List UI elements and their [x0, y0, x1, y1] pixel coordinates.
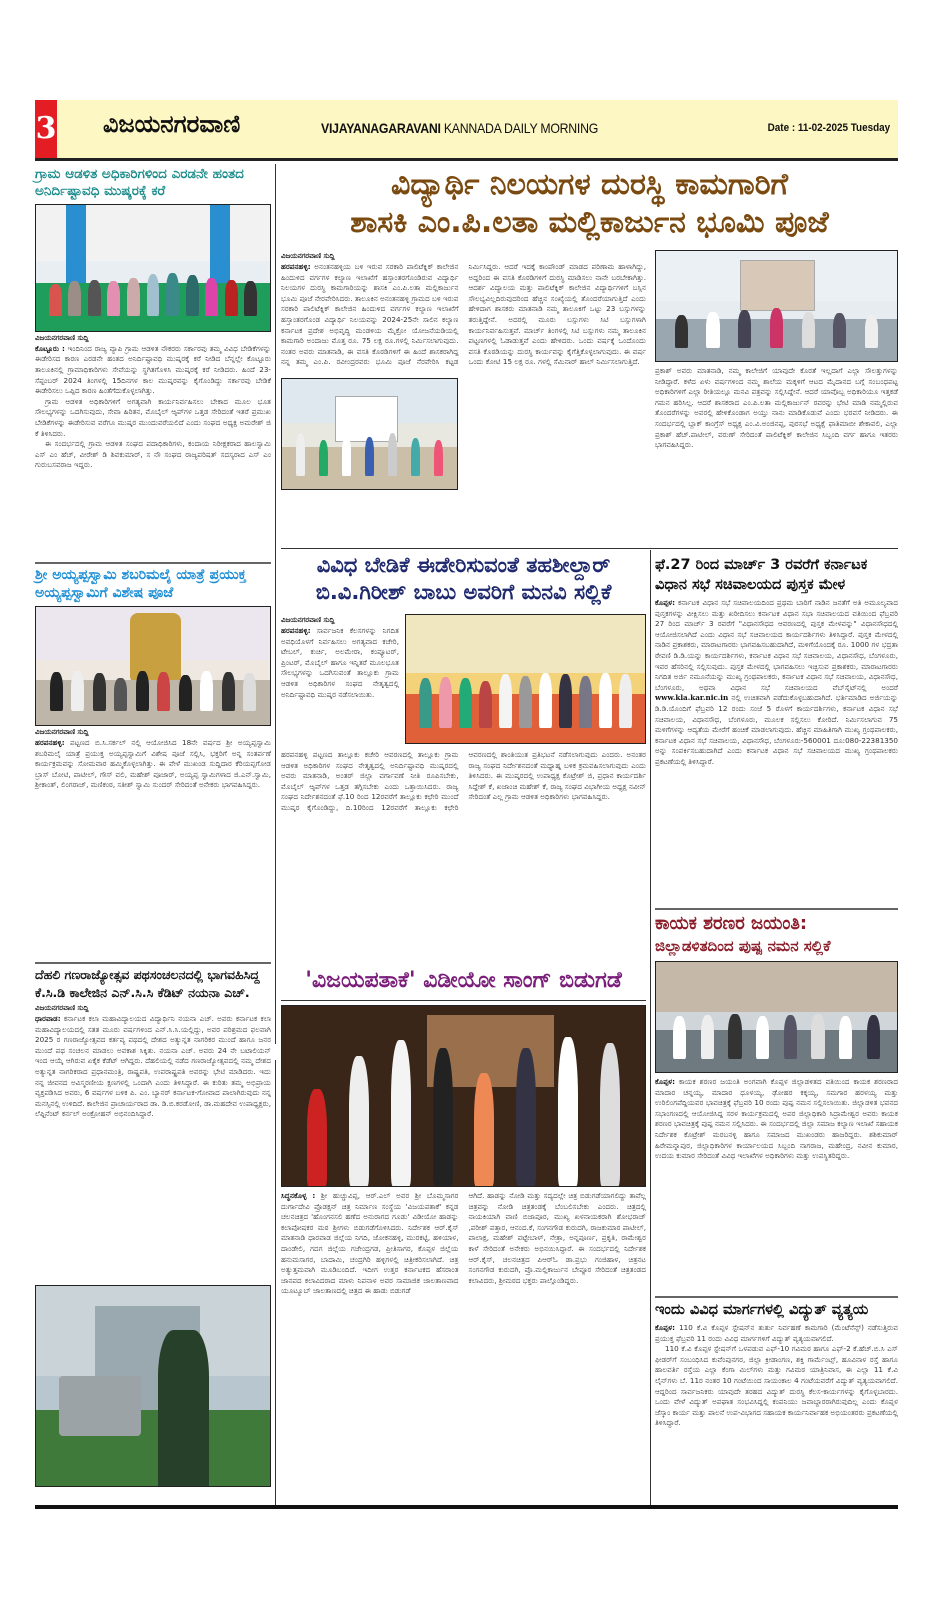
column-divider [275, 1060, 276, 1505]
byline: ವಿಜಯನಗರವಾಣಿ ಸುದ್ದಿ [35, 333, 89, 342]
headline-line-1: ಕಾಯಕ ಶರಣರ ಜಯಂತಿ: [655, 913, 808, 934]
headline-line-2: ಜಿಲ್ಲಾಡಳಿತದಿಂದ ಪುಷ್ಪ ನಮನ ಸಲ್ಲಿಕೆ [655, 937, 831, 955]
newspaper-page [35, 100, 898, 1510]
article-body: ಪ್ರಕಾಶ್ ಅವರು ಮಾತನಾಡಿ, ನಮ್ಮ ಕಾಲೇಜಿಗೆ ಯಾವುದೇ ಕೊರತೆ ಇಲ್ಲದಾಗೆ ಎಲ್ಲಾ ಸೌಲತ್ತುಗಳನ್ನು ನೀಡಿದ್ದಾರೆ. ಕಳೆದ ಏಳು ವರ್ಷಗಳಿಂದ ನಮ್ಮ ಶಾಲೆಯ ಮಕ್ಕಳಿಗೆ ಆಟದ ಮೈದಾನದ ಬಗ್ಗೆ ಸಂಬಂಧಪಟ್ಟ ಅಧಿಕಾರಿಗಳಿಗೆ ಎಲ್ಲಾ ರೀತಿಯಲ್ಲೂ ಮನವಿ ಪತ್ರವನ್ನು ಸಲ್ಲಿಸಿದ್ದೇನೆ. ಆದರೆ ಯಾವೊಬ್ಬ ಅಧಿಕಾರಿಯೂ ಇತ್ತಕಡೆ ಗಮನ ಹರಿಸಿಲ್ಲ. ಆದರೆ ಶಾಸಕರಾದ ಎಂ.ಪಿ.ಲತಾ ಮಲ್ಲಿಕಾರ್ಜುನ್ ರವರನ್ನು ಭೇಟಿ ಮಾಡಿ ನಮ್ಮಲ್ಲಿರುವ ತೊಂದರೆಗಳನ್ನು ಅವರಲ್ಲಿ ಹೇಳಿಕೊಂಡಾಗ ಅಯ್ತು ನಾನು ಮಾಡಿಕೊಡುವೆ ಎಂದು ಭರವಸೆ ನೀಡಿದರು. ಈ ಸಂದರ್ಭದಲ್ಲಿ ಬ್ಲಾಕ್ ಕಾಂಗ್ರೆಸ್ ಅಧ್ಯಕ್ಷ ಎಂ.ವಿ.ಅಂಜಿನಪ್ಪ, ಪುರಸಭೆ ಅಧ್ಯಕ್ಷೆ ಫಾತಿಮಾಬೀ ಶೇಕಾವಲಿ, ಎಲ್ಲಾ ಪ್ರಕಾಶ್ ಹೆಚ್.ಪಾಟೀಲ್, ವರುಣ್ ಸೇರಿದಂತೆ ಪಾಲಿಟೆಕ್ನಿಕ್ ಕಾಲೇಜಿನ ಸಿಬ್ಬಂದಿ ವರ್ಗ ಹಾಗೂ ಇತರರು ಭಾಗವಹಿಸಿದ್ದರು. [655, 366, 898, 450]
dateline: ಕೊಪ್ಪಳ: [655, 1077, 676, 1086]
body-text: ಶಶಿಕುಮಾರ್ ಹಿರೇಮನ್ನಾಪುರ, ಜಿಲ್ಲಾಧಿಕಾರಿಗಳ ಕಾರ್ಯಾಲಯದ ಸಿಬ್ಬಂದಿ ನಾಗರಾಜ, ಮಹೇಂದ್ರ, ನವೀನ ಕುಮಾರ, ಉದಯ ಕುಮಾರ ಸೇರಿದಂತೆ ವಿವಿಧ ಇಲಾಖೆಗಳ ಅಧಿಕಾರಿಗಳು ಮತ್ತು ಉಪಸ್ಥಿತರಿದ್ದರು. [655, 1129, 898, 1161]
page-number: 3 [35, 100, 57, 158]
section-divider [655, 1296, 898, 1298]
dateline: ಸಿದ್ಧನಕೊಳ್ಳ : [281, 1191, 316, 1200]
body-text: ಅನಂತನಹಳ್ಳಿಯ ಬಳಿ ಇರುವ ಸರಕಾರಿ ಪಾಲಿಟೆಕ್ನಿಕ್ ಕಾಲೇಜಿನ ಹಿಂದುಳಿದ ವರ್ಗಗಳ ಕಲ್ಯಾಣ ಇಲಾಖೆಗೆ ಹಸ್ತಾಂತರಗೊಂಡಿರುವ ವಿದ್ಯಾರ್ಥಿ ನಿಲಯಗಳ ದುರಸ್ಥಿ ಕಾಮಗಾರಿಯನ್ನು ಶಾಸಕಿ ಎಂ.ಪಿ.ಲತಾ ಮಲ್ಲಿಕಾರ್ಜುನ ಭೂಮಿ ಪೂಜೆ ನೇರವೇರಿಸಿದರು. ತಾಲೂಕಿನ ಅನಂತನಹಳ್ಳಿ ಗ್ರಾಮದ ಬಳಿ ಇರುವ ಸರಕಾರಿ ಪಾಲಿಟೆಕ್ನಿಕ್ ಕಾಲೇಜಿನ ಹಿಂದುಳಿದ ವರ್ಗಗಳ ಕಲ್ಯಾಣ ಇಲಾಖೆಗೆ ಹಸ್ತಾಂತರಗೊಂಡ ವಿದ್ಯಾರ್ಥಿ ನಿಲಯವನ್ನು 2024-25ನೇ ಸಾಲಿನ ಕಲ್ಯಾಣ ಕರ್ನಾಟಕ ಪ್ರದೇಶ ಅಭಿವೃದ್ಧಿ ಮಂಡಳಿಯ ಮೈಕ್ರೋ ಯೋಜನೆಯಡಿಯಲ್ಲಿ ಕಾಮಗಾರಿ ಅಂದಾಜು ಮೊತ್ತ ರೂ. 75 ಲಕ್ಷ ರೂ.ಗಳಲ್ಲಿ ನಿರ್ಮಿಸಲಾಗುವುದು. ನಂತರ ಅವರು ಮಾತನಾಡಿ, ಈ ವಸತಿ ಕೊಠಡಿಗಳಿಗೆ ಈ ಹಿಂದೆ ಶಾಸಕರಾಗಿದ್ದ ನನ್ನ ತಮ್ಮ ಎಂ.ಪಿ. ರವೀಂದ್ರರವರು ಭೂಮಿ ಪೂಜೆ ನೆರವೇರಿಸಿ ಕಟ್ಟಡ ನಿರ್ಮಿಸಿದ್ದರು. ಆದರೆ ಇದಕ್ಕೆ ಕಾಂಪೌಂಡ್ ಮಾಡದ ಪರಿಣಾಮ ಹಾಳಾಗಿದ್ದು, ಅದ್ದರಿಂದ ಈ ವಸತಿ ಕೊಠಡಿಗಳಿಗೆ ದುರಸ್ಥಿ ಮಾಡಿಸಲು ನಾನೇ ಬರಬೇಕಾಗಿತ್ತು. ಆದರ್ಶ ವಿದ್ಯಾಲಯ ಮತ್ತು ಪಾಲಿಟೆಕ್ನಿಕ್ ಕಾಲೇಜಿನ ವಿದ್ಯಾರ್ಥಿಗಳಿಗೆ ಬಸ್ಸಿನ ಸೌಲಭ್ಯವಿಲ್ಲದಿರುವುದರಿಂದ ಹೆಚ್ಚಿನ ಸಂಖ್ಯೆಯಲ್ಲಿ ತೊಂದರೆಯಾಗುತ್ತಿದೆ ಎಂದು ಹೇಳಿದಾಗ ಶಾಸಕರು ಮಾತನಾಡಿ ನಮ್ಮ ತಾಲೂಕಿಗೆ ಒಟ್ಟು 23 ಬಸ್ಸುಗಳನ್ನು ತರುತ್ತಿದ್ದೇನೆ. ಅದರಲ್ಲಿ ಮೂರು ಬಸ್ಸುಗಳು ಸಿಟಿ ಬಸ್ಸುಗಳಾಗಿ ಕಾರ್ಯನಿರ್ವಹಿಸುತ್ತವೆ. ಮಾರ್ಚ್ ತಿಂಗಳಲ್ಲಿ ಸಿಟಿ ಬಸ್ಸುಗಳು ನಮ್ಮ ತಾಲೂಕಿನ ಪಟ್ಟಣಗಳಲ್ಲಿ ಓಡಾಡುತ್ತವೆ ಎಂದು ಹೇಳಿದರು. ಒಂದು ವರ್ಷಕ್ಕೆ ಒಂದೊಂದು ವಸತಿ ಕೊಠಡಿಯನ್ನು ದುರಸ್ಥಿ ಕಾರ್ಯವನ್ನು ಕೈಗೆತ್ತಿಕೊಳ್ಳಲಾಗುವುದು. ಈ ವರ್ಷ ಒಂದು ಕೋಟಿ 15 ಲಕ್ಷ ರೂ. ಗಳಲ್ಲಿ ಸೆಮಿನಾರ್ ಹಾಲ್ ನಿರ್ಮಿಸಲಾಗುತ್ತಿದೆ. [281, 262, 646, 367]
article-hostel-right [655, 250, 898, 451]
article-body [35, 344, 271, 397]
article-body: ಈ ಸಂದರ್ಭದಲ್ಲಿ ಗ್ರಾಮ ಆಡಳಿತ ಸಂಘದ ಪದಾಧಿಕಾರಿಗಳು, ಕಂದಾಯ ನಿರೀಕ್ಷಕರಾದ ಹಾಲಸ್ವಾಮಿ ಎಸ್ ಎಂ ಹೆಚ್, ವೀರೇಶ್ ಡಿ ಶಿವಕುಮಾರ್, ಸ ನೌ ಸಂಘದ ರಾಜ್ಯಪರಿಷತ್ ಸದಸ್ಯರಾದ ಎಸ್ ಎಂ ಗುರುಬಸವರಾಜ ಇದ್ದರು. [35, 439, 271, 470]
body-text: ಕಾಯಕ ಶರಣರ ಜಯಂತಿ ಅಂಗವಾಗಿ ಕೊಪ್ಪಳ ಜಿಲ್ಲಾಡಳಿತದ ವತಿಯಿಂದ ಕಾಯಕ ಶರಣರಾದ ಮಾದಾರ ಚನ್ನಯ್ಯ, ಮಾದಾರ ಧೂಳಯ್ಯ, ಢೋಹರ ಕಕ್ಕಯ್ಯ, ಸಮಗಾರ ಹರಳಯ್ಯ ಮತ್ತು ಉರಿಲಿಂಗಪೆದ್ದಿಯವರ ಭಾವಚಿತ್ರಕ್ಕೆ ಫೆಬ್ರವರಿ 10 ರಂದು ಪುಷ್ಪ ನಮನ ಸಲ್ಲಿಸಲಾಯಿತು. ಜಿಲ್ಲಾಡಳಿತ ಭವನದ ಸಭಾಂಗಣದಲ್ಲಿ ಆಯೋಜಿಸಿದ್ದ ಸರಳ ಕಾರ್ಯಕ್ರಮದಲ್ಲಿ ಅಪರ ಜಿಲ್ಲಾಧಿಕಾರಿ ಸಿದ್ರಾಮೇಶ್ವರ ಅವರು ಕಾಯಕ ಶರಣರ ಭಾವಚಿತ್ರಕ್ಕೆ ಪುಷ್ಪ ನಮನ ಸಲ್ಲಿಸಿದರು. ಈ ಸಂದರ್ಭದಲ್ಲಿ ಜಿಲ್ಲಾ ಸಮಾಜ ಕಲ್ಯಾಣ ಇಲಾಖೆ ಸಹಾಯಕ ನಿರ್ದೇಶಕ ಕೊಟ್ರೇಶ್ ಮರಬನಳ್ಳಿ ಹಾಗೂ ಸಮಾಜದ ಮುಖಂಡರು ಹಾಜರಿದ್ದರು. [655, 1077, 898, 1139]
masthead-brand-tagline: KANNADA DAILY MORNING [440, 120, 599, 136]
body-text: ಶ್ರೀ ಹುಚ್ಚುವಿಪ್ಪ, ಆರ್.ಎಲ್ ಅವರ ಶ್ರೀ ಬೊಮ್ಮಸಾಗರ ದುರ್ಗಾದೇವಿ ಪ್ರೊಡಕ್ಷನ್ ಚಿತ್ರ ನಿರ್ಮಾಣ ಸಂಸ್ಥೆಯ 'ವಿಜಯಪತಾಕೆ' ಕನ್ನಡ ಚಲನಚಿತ್ರದ 'ಹೊಂಗನಸಲಿ ಹಣೆದ ಅನುರಾಗದ ಗೂಡು' ವಿಡೀಯೋ ಹಾಡನ್ನು ಕಲಾಪೋಷಕರ ಮಠ ಶ್ರೀಗಳು ಬಿಡುಗಡೆಗೊಳಿಸಿದರು. ನಿರ್ದೇಶಕ ಆರ್.ಕೈಸ್ ಮಾತನಾಡಿ ಧಾರವಾಡ ಜಿಲ್ಲೆಯ ನಿಗದಿ, ಜೋಕನಹಳ್ಳಿ, ಮುರಕಟ್ಟಿ, ಹಳಿಯಾಳ, ದಾಂಡೇಲಿ, ಗದಗ ಜಿಲ್ಲೆಯ ಗಜೇಂದ್ರಗಡ, ಪ್ರೀತಿಸಾಗರ, ಕೊಪ್ಪಳ ಜಿಲ್ಲೆಯ ಹನುಮಸಾಗರ, ಬಾದಾಮಿ, ಚಂದ್ರಗಿರಿ ಹಳ್ಳಿಗಳಲ್ಲಿ ಚಿತ್ರೀಕರಿಸಲಾಗಿದೆ. ಚಿತ್ರ ಅತ್ಯುತ್ತಮವಾಗಿ ಮೂಡಿಬಂದಿದೆ. ಇದೀಗ ಉತ್ತರ ಕರ್ನಾಟಕದ ಹೆಸರಾಂತ ಜಾನಪದ ಕಲಾವಿದರಾದ ಮಾಳು ನಿಪನಾಳ ಅವರ ಸಾಮಾಜಿಕ ಜಾಲತಾಣವಾದ ಯೂಟ್ಯೂಬ್ ಜಾಲತಾಣದಲ್ಲಿ ಚಿತ್ರದ ಈ ಹಾಡು ಬಿಡುಗಡೆ [281, 1191, 459, 1296]
article-ayyappa [35, 567, 271, 791]
article-photo [655, 961, 898, 1073]
article-body [281, 1191, 459, 1297]
byline: ವಿಜಯನಗರವಾಣಿ ಸುದ್ದಿ [35, 1004, 89, 1012]
headline: ಗ್ರಾಮ ಆಡಳಿತ ಅಧಿಕಾರಿಗಳಿಂದ ಎರಡನೇ ಹಂತದ ಅನಿರ್ದಿಷ್ಟಾವಧಿ ಮುಷ್ಕರಕ್ಕೆ ಕರೆ [35, 166, 244, 199]
article-kayaka [655, 912, 898, 1162]
article-photo [35, 1285, 271, 1487]
body-text: ನಲ್ಲಿ ಉಚಿತವಾಗಿ ಪಡೆದುಕೊಳ್ಳಬಹುದಾಗಿದೆ. ಭರ್ತಿಮಾಡಿದ ಅರ್ಜಿಯನ್ನು ಡಿ.ಡಿ.ಯೊಂದಿಗೆ ಫೆಬ್ರವರಿ 12 ರಂದು ಸಂಜೆ 5 ರೊಳಗೆ ಕಾರ್ಯದರ್ಶಿಗಳು, ಕರ್ನಾಟಕ ವಿಧಾನ ಸಭೆ ಸಚಿವಾಲಯ, ವಿಧಾನಸೌಧ, ಬೆಂಗಳೂರು, ಮೂಲಕ ಸಲ್ಲಿಸಲು ಕೋರಿದೆ. ನಿರ್ಮಿಸಲಾಗುವ 75 ಮಳಿಗೆಗಳನ್ನು ಆದ್ಯತೆಯ ಮೇರೆಗೆ ಹಂಚಿಕೆ ಮಾಡಲಾಗುವುದು. ಹೆಚ್ಚಿನ ಮಾಹಿತಿಗಾಗಿ ಮುಖ್ಯ ಗ್ರಂಥಪಾಲಕರು, ಕರ್ನಾಟಕ ವಿಧಾನ ಸಭೆ ಸಚಿವಾಲಯ, ವಿಧಾನಸೌಧ, ಬೆಂಗಳೂರು-560001 ದೂ:080-22381350 ಅನ್ನು ಸಂಪರ್ಕಿಸಬಹುದಾಗಿದೆ ಎಂದು ಕರ್ನಾಟಕ ವಿಧಾನ ಸಭೆ ಸಚಿವಾಲಯದ ಮುಖ್ಯ ಗ್ರಂಥಪಾಲಕರು ಪ್ರಕಟಣೆಯಲ್ಲಿ ತಿಳಿಸಿದ್ದಾರೆ. [655, 693, 898, 766]
article-body [655, 1077, 898, 1162]
article-hostel [281, 166, 898, 242]
dateline: ಕೊಟ್ಟೂರು : [35, 343, 65, 353]
article-vijayapataka [281, 966, 646, 1297]
column-divider [275, 164, 276, 1044]
section-divider [35, 962, 271, 964]
article-body [35, 738, 271, 791]
article-body [655, 1323, 898, 1344]
headline-line-1: ವಿವಿಧ ಬೇಡಿಕೆ ಈಡೇರಿಸುವಂತೆ ತಹಶೀಲ್ದಾರ್ [316, 553, 611, 577]
masthead-brand-bold: VIJAYANAGARAVANI [321, 120, 441, 136]
article-book-fair [655, 555, 898, 768]
headline: ದೆಹಲಿ ಗಣರಾಜ್ಯೋತ್ಸವ ಪಥಸಂಚಲನದಲ್ಲಿ ಭಾಗವಹಿಸಿದ್ದ ಕೆ.ಸಿ.ಡಿ ಕಾಲೇಜಿನ ಎನ್.ಸಿ.ಸಿ ಕೆಡಿಟ್ ನಯನಾ ಎಚ್. [35, 967, 260, 1000]
dateline: ಧಾರವಾಡ: [35, 1014, 61, 1023]
page-footer-rule [35, 1505, 898, 1509]
masthead-title-english [321, 120, 598, 136]
dateline: ಹರಪನಹಳ್ಳಿ: [35, 738, 65, 747]
article-body [655, 598, 898, 768]
article-power [655, 1300, 898, 1429]
headline: ಇಂದು ವಿವಿಧ ಮಾರ್ಗಗಳಲ್ಲಿ ವಿದ್ಯುತ್ ವ್ಯತ್ಯಯ [655, 1302, 869, 1318]
body-text: ಪಟ್ಟಣದ ಬಿ.ಸಿ.ಸರ್ಕಲ್ ನಲ್ಲಿ ಆಯೋಜಿಸಿದ 18ನೇ ವರ್ಷದ ಶ್ರೀ ಅಯ್ಯಪ್ಪಸ್ವಾಮಿ ಶಬರಿಮಲೈ ಯಾತ್ರೆ ಪ್ರಯುಕ್ತ ಅಯ್ಯಪ್ಪಸ್ವಾಮಿಗೆ ವಿಶೇಷ ಪೂಜೆ ಸಲ್ಲಿಸಿ, ಭಕ್ತರಿಗೆ ಅನ್ನ ಸಂತರ್ಪಣೆ ಕಾರ್ಯಕ್ರಮವನ್ನು ಸೋಮವಾರ ಹಮ್ಮಿಕೊಳ್ಳಲಾಗಿತ್ತು. ಈ ವೇಳೆ ಮುಖಂಡ ಸುದ್ದಿದಾರ ಕೆರಿಯಪ್ಪಗೋಡ ಬ್ರಾಸ್ ಬೋಟಿ, ಪಾಟೀಲ್, ಗೌಸ್ ವಲಿ, ಮಹೇಶ್ ಪೂಜಾರ್, ಅಯ್ಯಪ್ಪ ಸ್ವಾಮಿಗಳಾದ ಜಿ.ಎನ್.ಸ್ವಾಮಿ, ಶ್ರೀಕಾಂತ್, ಲಿಂಗರಾಜ್, ಮಣಿಕಂಠ, ಸತೀಶ್ ಸ್ವಾಮಿ ಸುಂದರ್ ಸೇರಿದಂತೆ ಅನೇಕರು ಭಾಗವಹಿಸಿದ್ದರು. [35, 738, 271, 790]
body-text: ಇಂದಿನಿಂದ ರಾಜ್ಯ ವ್ಯಾಪಿ ಗ್ರಾಮ ಆಡಳಿತ ನೌಕರರು ಸರ್ಕಾರವು ತಮ್ಮ ವಿವಿಧ ಬೇಡಿಕೆಗಳನ್ನು ಈಡೇರಿಸದ ಕಾರಣ ಎರಡನೇ ಹಂತದ ಅನಿರ್ದಿಷ್ಟಾವಧಿ ಮುಷ್ಕರಕ್ಕೆ ಕರೆ ನೀಡಿದ ಬೆನ್ನಲ್ಲೇ ಕೊಟ್ಟೂರು ತಾಲೂಕಿನಲ್ಲಿ ಗ್ರಾಮಾಧಿಕಾರಿಗಳು ಸೇವೆಯನ್ನು ಸ್ಥಗಿತಗೊಳಿಸಿ ಮುಷ್ಕರಕ್ಕೆ ಕರೆ ನೀಡಿದರು. ಹಿಂದೆ 23-ಸೆಪ್ಟಂಬರ್ 2024 ತಿಂಗಳಲ್ಲಿ 15ದಿನಗಳ ಕಾಲ ಮುಷ್ಕರವನ್ನು ಕೈಗೊಂಡಿದ್ದು ಸರ್ಕಾರವು ಬೇಡಿಕೆ ಈಡೇರಿಸಲು ಒಪ್ಪಿದ ಕಾರಣ ಹಿಂತೆಗೆದುಕೊಳ್ಳಲಾಗಿತ್ತು. [35, 343, 271, 396]
byline: ವಿಜಯನಗರವಾಣಿ ಸುದ್ದಿ [281, 252, 335, 260]
headline: ಶ್ರೀ ಅಯ್ಯಪ್ಪಸ್ವಾಮಿ ಶಬರಿಮಲೈ ಯಾತ್ರೆ ಪ್ರಯುಕ್ತ ಅಯ್ಯಪ್ಪಸ್ವಾಮಿಗೆ ವಿಶೇಷ ಪೂಜೆ [35, 567, 247, 601]
headline-line-2: ಬಿ.ವಿ.ಗಿರೀಶ್ ಬಾಬು ಅವರಿಗೆ ಮನವಿ ಸಲ್ಲಿಕೆ [315, 580, 612, 604]
body-text: ಕರ್ನಾಟಕ ಕಲಾ ಮಹಾವಿದ್ಯಾಲಯದ ವಿದ್ಯಾರ್ಥಿನಿ ನಯನಾ ಎಚ್. ಅವರು ಕರ್ನಾಟಕ ಕಲಾ ಮಹಾವಿದ್ಯಾಲಯದಲ್ಲಿ ಸತತ ಮೂರು ವರ್ಷಗಳಿಂದ ಎನ್.ಸಿ.ಸಿ.ಯಲ್ಲಿದ್ದು, ಅವರ ಪರಿಶ್ರಮದ ಫಲವಾಗಿ 2025 ರ ಗಣರಾಜ್ಯೋತ್ಸವದ ಕರ್ತವ್ಯ ಪಥದಲ್ಲಿ ದೇಶದ ಅತ್ಯುನ್ನತ ನಾಗರಿಕರ ಮುಂದೆ ಹಾಗೂ ಜನರ ಮುಂದೆ ಪಥ ಸಂಚಲನ ಮಾಡಲು ಅವಕಾಶ ಸಿಕ್ಕಿತು. ನಯನಾ ಎಚ್. ಅವರು 24 ನೇ ಬಟಾಲಿಯನ್ ಇಂದ ಆಯ್ಕೆ ಆಗಿರುವ ಏಕೈಕ ಕೆಡೆಟ್ ಆಗಿದ್ದರು. ದೆಹಲಿಯಲ್ಲಿ ನಡೆದ ಗಣರಾಜ್ಯೋತ್ಸವದಲ್ಲಿ ನಮ್ಮ ದೇಶದ ಅತ್ಯುನ್ನತ ನಾಗರಿಕರಾದ ಪ್ರಧಾನಮಂತ್ರಿ, ರಾಷ್ಟ್ರಪತಿ, ಉಪರಾಷ್ಟ್ರಪತಿ ಅವರನ್ನು ಭೇಟಿ ಮಾಡಿದರು. ಇದು ನನ್ನ ಜೀವನದ ಅವಿಸ್ಮರಣೀಯ ಕ್ಷಣಗಳಲ್ಲಿ ಒಂದಾಗಿ ಎಂದು ತಿಳಿಸಿದ್ದಾರೆ. ಈ ಕುರಿತು ತಮ್ಮ ಅಭಿಪ್ರಾಯ ವ್ಯಕ್ತಪಡಿಸಿದ ಅವರು, 6 ವರ್ಷಗಳ ಬಳಿಕ ಪಿ. ಎಂ. ಬ್ಯಾನರ್ ಕರ್ನಾಟಕ-ಗೋವಾದ ಪಾಲಾಗಿರುವುದು ನನ್ನ ಮನಸ್ಸಿನಲ್ಲಿ ಉಳಿದಿದೆ. ಕಾಲೇಜಿನ ಪ್ರಾಚಾರ್ಯರಾದ ಡಾ. ಡಿ.ಬಿ.ಕರಡೋಣಿ, ಡಾ.ಮಹದೇವ ಉಪಾಧ್ಯಕ್ಷರು, ಲೆಫ್ಟಿನೆಂಟ್ ಕರ್ನಲ್ ಅಂಕ್ರೋಹನ್ ಅಭಿನಂದಿಸಿದ್ದಾರೆ. [35, 1014, 271, 1119]
article-body [281, 626, 399, 700]
headline: 'ವಿಜಯಪತಾಕೆ' ವಿಡೀಯೋ ಸಾಂಗ್ ಬಿಡುಗಡೆ [305, 968, 622, 993]
column-divider [650, 1060, 651, 1505]
article-body: ಆಗಿದೆ. ಹಾಡನ್ನು ನೋಡಿ ಮತ್ತು ಸದ್ಯದಲ್ಲೇ ಚಿತ್ರ ಬಿಡುಗಡೆಯಾಗಲಿದ್ದು ತಾವೆಲ್ಲ ಚಿತ್ರವನ್ನು ನೋಡಿ ಚಿತ್ರತಂಡಕ್ಕೆ ಬೆಂಬಲಿಸಬೇಕು ಎಂದರು. ಚಿತ್ರದಲ್ಲಿ ನಾಯಕಿಯಾಗಿ ವಾಣಿ ಬಿಜಾಪೂರ, ಮುಖ್ಯ ಖಳನಾಯಕರಾಗಿ ಶೋಭರಾಜ್ ,ಪರೀಶ್ ಪತ್ತಾರ, ಆನಂದ.ಕೆ, ಸಂಗನಗೌಡ ಕುರುದಗಿ, ರಾಜಕುಮಾರ ಪಾಟೀಲ್, ಪಾಲಾಕ್ಷ, ಮಹೇಶ್ ಪಟ್ಟೇಬಾಳ್, ನೇತ್ರಾ, ಅನ್ನಪೂರ್ಣ, ಪ್ರಕೃತಿ, ರಾಮೇಶ್ವರ ಕಾಳೆ ಸೇರಿದಂತೆ ಅನೇಕರು ಅಭಿನಯಿಸಿದ್ದಾರೆ. ಈ ಸಂದರ್ಭದಲ್ಲಿ ನಿರ್ದೇಶಕ ಆರ್.ಕೈಸ್, ಚಲನಚಿತ್ರದ ಪಿಆರ್‌ಓ ಡಾ.ಪ್ರಭು ಗಂಜಿಹಾಳ, ಚಿತ್ರನಟ ಸಂಗನಗೌಡ ಕುರುದಗಿ, ಪ್ರೊ.ಮಲ್ಲಿಕಾರ್ಜುನ ಬೇಪ್ಪೂರ ಸೇರಿದಂತೆ ಚಿತ್ರತಂಡದ ಕಲಾವಿದರು, ಶ್ರೀಮಠದ ಭಕ್ತರು ಪಾಲ್ಗೊಂಡಿದ್ದರು. [468, 1191, 646, 1285]
byline: ವಿಜಯನಗರವಾಣಿ ಸುದ್ದಿ [35, 728, 89, 736]
section-divider [35, 562, 271, 564]
article-photo [281, 378, 458, 490]
section-divider [655, 908, 898, 910]
article-photo [655, 250, 898, 362]
body-text: 110 ಕೆ.ವಿ ಕೊಪ್ಪಳ ಸ್ಟೇಷನ್‌ನ ತುರ್ತು ನಿರ್ವಹಣೆ ಕಾಮಗಾರಿ (ಮೆಂಟೆನೆನ್ಸ್) ನಡೆಸುತ್ತಿರುವ ಪ್ರಯುಕ್ತ ಫೆಬ್ರವರಿ 11 ರಂದು ವಿವಿಧ ಮಾರ್ಗಗಳಿಗೆ ವಿದ್ಯುತ್ ವ್ಯತ್ಯಯವಾಗಲಿದೆ. [655, 1323, 898, 1343]
article-photo [35, 606, 271, 726]
body-text: ಕರ್ನಾಟಕ ವಿಧಾನ ಸಭೆ ಸಚಿವಾಲಯದಿಂದ ಪ್ರಥಮ ಬಾರಿಗೆ ನಾಡಿನ ಜನತೆಗೆ ಅತಿ ಅಮೂಲ್ಯವಾದ ಪುಸ್ತಕಗಳನ್ನು ವೀಕ್ಷಿಸಲು ಮತ್ತು ಖರೀದಿಸಲು ಕರ್ನಾಟಕ ವಿಧಾನ ಸಭಾ ಸಚಿವಾಲಯದ ವತಿಯಿಂದ ಫೆಬ್ರವರಿ 27 ರಿಂದ ಮಾರ್ಚ್ 3 ರವರೆಗೆ "ವಿಧಾನಸೌಧದ ಆವರಣದಲ್ಲಿ ಪುಸ್ತಕ ಮೇಳವನ್ನು" ವಿಧಾನಸೌಧದಲ್ಲಿ ಆಯೋಜಿಸಲಾಗಿದೆ ಎಂದು ವಿಧಾನ ಸಭೆ ಸಚಿವಾಲಯದ ಕಾರ್ಯದರ್ಶಿಗಳು ತಿಳಿಸಿದ್ದಾರೆ. ಪುಸ್ತಕ ಮೇಳದಲ್ಲಿ ನಾಡಿನ ಪ್ರಕಾಶಕರು, ಮಾರಾಟಗಾರರು ಭಾಗವಹಿಸಬಹುದಾಗಿದೆ, ಮಳಿಗೆಯೊಂದಕ್ಕೆ ರೂ. 1000 ಗಳ ಭದ್ರತಾ ಠೇವಣಿ ಡಿ.ಡಿ.ಯನ್ನು ಕಾರ್ಯದರ್ಶಿಗಳು, ಕರ್ನಾಟಕ ವಿಧಾನ ಸಭೆ ಸಚಿವಾಲಯ, ವಿಧಾನಸೌಧ, ಬೆಂಗಳೂರು, ಇವರ ಹೆಸರಿನಲ್ಲಿ ಸಲ್ಲಿಸುವುದು. ಪುಸ್ತಕ ಮೇಳದಲ್ಲಿ ಭಾಗವಹಿಸಲು ಇಚ್ಛಿಸುವ ಪ್ರಕಾಶಕರು, ಮಾರಾಟಗಾರರು ನಿಗದಿತ ಅರ್ಜಿ ನಮೂನೆಯನ್ನು ಮುಖ್ಯ ಗ್ರಂಥಪಾಲಕರು, ಕರ್ನಾಟಕ ವಿಧಾನ ಸಭೆ ಸಚಿವಾಲಯ, ವಿಧಾನಸೌಧ, ಬೆಂಗಳೂರು, ಅಥವಾ ವಿಧಾನ ಸಭೆ ಸಚಿವಾಲಯದ ವೆಬ್‌ಸೈಟ್‌ನಲ್ಲಿ ಅಂದರೆ [655, 598, 898, 692]
article-body: 110 ಕೆ.ವಿ ಕೊಪ್ಪಳ ಸ್ಟೇಷನ್‌ಗೆ ಒಳಪಡುವ ಎಫ್-10 ಗವಿಮಠ ಹಾಗೂ ಎಫ್-2 ಕೆ.ಹೆಚ್.ಬಿ.ಸಿ ಎಸ್ ಫೀಡರ್‌ಗೆ ಸಂಬಂಧಿಸಿದ ಕುವೆಂಪುನಗರ, ಜಿಲ್ಲಾ ಕ್ರೀಡಾಂಗಣ, ಶಕ್ತಿ ಗಾರ್ಮೆಂಟ್ಸ್, ಹೂವಿನಾಳ ರಸ್ತೆ ಹಾಗೂ ಹಾಲವರ್ತಿ ರಸ್ತೆಯ ಎಲ್ಲಾ ಕೆಂಗಾ ಮಿಲ್‌ಗಳು ಮತ್ತು ಗವಿಮಠ ಯಾತ್ರಿನಿವಾಸ, ಈ ಎಲ್ಲಾ 11 ಕೆ.ವಿ ಲೈನ್‌ಗಳು ಬೆ. 11ರ ನಂತರ 10 ಗಂಟೆಯಿಂದ ಸಾಯಂಕಾಲ 4 ಗಂಟೆಯವರೆಗೆ ವಿದ್ಯುತ್ ವ್ಯತ್ಯಯವಾಗಲಿದೆ. ಆದ್ದರಿಂದ ಸಾರ್ವಜನಿಕರು ಯಾವುದೇ ತರಹದ ವಿದ್ಯುತ್ ದುರಸ್ಥಿ ಕೆಲಸ-ಕಾರ್ಯಗಳನ್ನು ಕೈಗೊಳ್ಳಬಾರದು. ಒಂದು ವೇಳೆ ವಿದ್ಯುತ್ ಅಪಘಾತ ಸಂಭವಿಸಿದ್ದಲ್ಲಿ ಕಂಪನಿಯು ಜವಾಬ್ದಾರರಾಗಿರುವುದಿಲ್ಲ ಎಂದು ಕೊಪ್ಪಳ ಜೆಸ್ಕಾಂ ಕಾರ್ಯ ಮತ್ತು ಪಾಲನೆ ಉಪ-ವಿಭಾಗದ ಸಹಾಯಕ ಕಾರ್ಯನಿರ್ವಾಹಕ ಅಭಿಯಂತರರು ಪ್ರಕಟಣೆಯಲ್ಲಿ ತಿಳಿಸಿದ್ದಾರೆ. [655, 1344, 898, 1428]
section-divider [281, 548, 898, 549]
headline-line-1: ವಿದ್ಯಾರ್ಥಿ ನಿಲಯಗಳ ದುರಸ್ಥಿ ಕಾಮಗಾರಿಗೆ [391, 167, 788, 202]
headline: ಫೆ.27 ರಿಂದ ಮಾರ್ಚ್ 3 ರವರೆಗೆ ಕರ್ನಾಟಕ ವಿಧಾನ ಸಭೆ ಸಚಿವಾಲಯದ ಪುಸ್ತಕ ಮೇಳ [655, 557, 868, 593]
dateline: ಕೊಪ್ಪಳ: [655, 1323, 676, 1332]
article-body: ಹರಪನಹಳ್ಳಿ ಪಟ್ಟಣದ ತಾಲ್ಲೂಕು ಕಚೇರಿ ಆವರಣದಲ್ಲಿ ತಾಲ್ಲೂಕು ಗ್ರಾಮ ಆಡಳಿತ ಅಧಿಕಾರಿಗಳ ಸಂಘದ ನೇತೃತ್ವದಲ್ಲಿ ಅನಿರ್ದಿಷ್ಟಾವಧಿ ಮುಷ್ಕರದಲ್ಲಿ ಅವರು ಮಾತನಾಡಿ, ಅಂತರ್ ಜಿಲ್ಲಾ ವರ್ಗಾವಣೆ ನೀತಿ ರೂಪಿಸಬೇಕು, ಮೊಬೈಲ್ ಆ್ಯಪ್‌ಗಳ ಒತ್ತಡ ತಗ್ಗಿಸಬೇಕು ಎಂದು ಒತ್ತಾಯಿಸಿದರು. ರಾಜ್ಯ ಸಂಘದ ನಿರ್ದೇಶನದಂತೆ ಫೆ.10 ರಿಂದ 12ರವರೆಗೆ ತಾಲ್ಲೂಕು ಕಛೇರಿ ಮುಂದೆ ಮುಷ್ಕರ ಕೈಗೊಂಡಿದ್ದು, ದಿ.10ರಿಂದ 12ರವರೆಗೆ ತಾಲ್ಲೂಕು ಕಛೇರಿ ಆವರಣದಲ್ಲಿ ಶಾಂತಿಯುತ ಪ್ರತಿಭಟನೆ ನಡೆಸಲಾಗುವುದು ಎಂದರು. ಅನಂತರ ರಾಜ್ಯ ಸಂಘದ ನಿರ್ದೇಶನದಂತೆ ಮಧ್ಯಾಹ್ನ ಬಳಿಕ ಕ್ರಮವಹಿಸಲಾಗುವುದು ಎಂದು ತಿಳಿಸಿದರು. ಈ ಮುಷ್ಕರದಲ್ಲಿ ಉಪಾಧ್ಯಕ್ಷ ಕೊಟ್ರೇಶ್ ಜಿ, ಪ್ರಧಾನ ಕಾರ್ಯದರ್ಶಿ ಸಿದ್ದೇಶ್ ಕೆ, ಖಜಾಂಚಿ ಮಹೇಶ್ ಕೆ, ರಾಜ್ಯ ಸಂಘದ ವಿಭಾಗೀಯ ಅಧ್ಯಕ್ಷ ನವೀನ್ ಸೇರಿದಂತೆ ಎಲ್ಲ ಗ್ರಾಮ ಆಡಳಿತ ಅಧಿಕಾರಿಗಳು ಭಾಗವಹಿಸಿದ್ದರು. [281, 750, 646, 812]
issue-date: Date : 11-02-2025 Tuesday [767, 122, 890, 134]
article-photo [35, 204, 271, 332]
dateline: ಹರಪನಹಳ್ಳಿ: [281, 262, 311, 271]
article-photo [405, 614, 646, 744]
body-text: ಸಾರ್ವಜನಿಕ ಕೆಲಸಗಳನ್ನು ನಿಗದಿತ ಅವಧಿಯೊಳಗೆ ನಿರ್ವಹಿಸಲು ಅಗತ್ಯವಾದ ಕಚೇರಿ, ಟೇಬಲ್, ಕುರ್ಚಿ, ಅಲಮೇರಾ, ಕಂಪ್ಯೂಟರ್, ಪ್ರಿಂಟರ್, ಮೊಬೈಲ್ ಹಾಗೂ ಇನ್ನಿತರೆ ಮೂಲಭೂತ ಸೌಲಭ್ಯಗಳನ್ನು ಒದಗಿಸುವಂತೆ ತಾಲ್ಲೂಕು ಗ್ರಾಮ ಆಡಳಿತ ಅಧಿಕಾರಿಗಳ ಸಂಘದ ನೇತೃತ್ವದಲ್ಲಿ ಅನಿರ್ದಿಷ್ಟಾವಧಿ ಮುಷ್ಕರ ನಡೆಸಲಾಯಿತು. [281, 626, 399, 699]
dateline: ಕೊಪ್ಪಳ: [655, 598, 676, 607]
headline-line-2: ಶಾಸಕಿ ಎಂ.ಪಿ.ಲತಾ ಮಲ್ಲಿಕಾರ್ಜುನ ಭೂಮಿ ಪೂಜೆ [350, 205, 829, 240]
byline: ವಿಜಯನಗರವಾಣಿ ಸುದ್ದಿ [281, 616, 335, 624]
website-link[interactable]: www.kla.kar.nic.in [655, 693, 729, 703]
column-divider [650, 550, 651, 1065]
dateline: ಹರಪನಹಳ್ಳಿ: [281, 626, 311, 635]
masthead-title-kannada: ವಿಜಯನಗರವಾಣಿ [103, 110, 241, 138]
article-photo [281, 1005, 646, 1187]
article-gram [35, 166, 271, 471]
masthead [35, 100, 898, 161]
section-divider [281, 1000, 646, 1001]
article-body: ಗ್ರಾಮ ಆಡಳಿತ ಅಧಿಕಾರಿಗಳಿಗೆ ಅಗತ್ಯವಾಗಿ ಕಾರ್ಯನಿರ್ವಹಿಸಲು ಬೇಕಾದ ಮೂಲ ಭೂತ ಸೌಲಭ್ಯಗಳನ್ನು ಒದಗಿಸುವುದು, ಸೇವಾ ಹಿರಿತನ, ಮೊಬೈಲ್ ಆ್ಯಪ್‌ಗಳ ಒತ್ತಡ ಸೇರಿದಂತೆ ಇತರೆ ಪ್ರಮುಖ ಬೇಡಿಕೆಗಳನ್ನು ಈಡೇರಿಸುವ ವರೆಗೂ ಮುಷ್ಕರ ಮುಂದುವರೆಯಲಿದೆ ಎಂದು ಸಂಘದ ಅಧ್ಯಕ್ಷ ಅಮರೇಶ್ ಜಿ ಕೆ ತಿಳಿಸಿದರು. [35, 396, 271, 438]
article-tahasildar [281, 552, 646, 965]
article-body [35, 1014, 271, 1279]
article-ncc [35, 966, 271, 1487]
